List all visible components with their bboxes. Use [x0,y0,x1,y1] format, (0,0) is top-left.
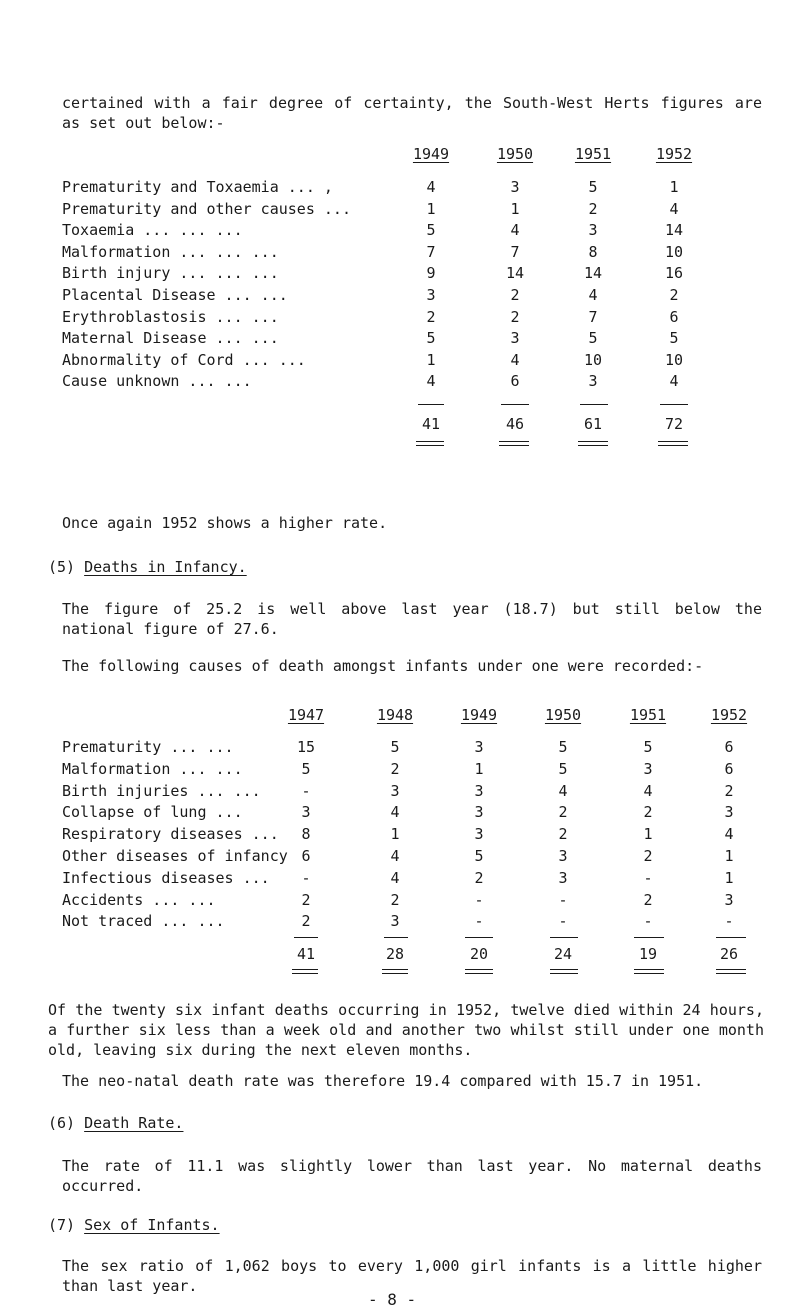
table1-total: 61 [583,415,603,433]
table2-cell: 4 [558,781,568,800]
table2-row-label: Respiratory diseases ... [62,825,279,844]
table1-total-rule [499,441,529,446]
table2-cell: 3 [474,825,484,844]
table2-total: 20 [469,945,489,963]
table2-total-rule [382,969,408,974]
page-number: - 8 - [368,1290,417,1309]
table2-cell: 3 [474,803,484,822]
table1-sum-rule [418,404,444,405]
table1-total-rule [658,441,688,446]
table1-cell: 4 [588,286,598,304]
table1-row-label: Abnormality of Cord ... ... [62,350,306,369]
table2-cell: 5 [474,847,484,865]
table2-cell: 6 [724,759,734,778]
table2-cell: 2 [558,825,568,844]
death-rate-paragraph: The rate of 11.1 was slightly lower than last year. No maternal deaths occurred. [62,1157,762,1195]
table1-row-label: Malformation ... ... ... [62,242,279,261]
table1-total: 46 [505,415,525,433]
table1-cell: 14 [664,221,684,240]
table2-row-label: Malformation ... ... [62,759,243,778]
table1-cell: 7 [426,242,436,261]
table1-sum-rule [501,404,529,405]
table2-sum-rule [634,937,664,938]
table2-cell: 6 [301,847,311,865]
table1-cell: 3 [426,286,436,304]
section-5-number: (5) [48,558,76,576]
table1-cell: 3 [588,221,598,240]
table1-sum-rule [580,404,608,405]
table1-cell: 10 [664,350,684,369]
table1-year-header: 1950 [496,145,534,163]
table2-row-label: Not traced ... ... [62,912,225,931]
table1-cell: 4 [510,221,520,240]
table1-cell: 4 [669,199,679,218]
table2-cell: 1 [724,847,734,865]
section-7-title: Sex of Infants. [84,1216,220,1234]
table1-cell: 8 [588,242,598,261]
table1-cell: 5 [588,178,598,196]
table1-year-header: 1951 [574,145,612,163]
table1-cell: 7 [510,242,520,261]
table2-cell: 2 [474,868,484,887]
table2-year-header: 1951 [629,706,667,724]
neonatal-rate-paragraph: The neo-natal death rate was therefore 19.4 compared with 15.7 in 1951. [62,1072,704,1090]
table2-total: 24 [553,945,573,963]
table2-cell: 4 [643,781,653,800]
table1-cell: 16 [664,264,684,283]
table2-cell: 2 [724,781,734,800]
table1-cell: 3 [510,329,520,348]
table2-row-label: Prematurity ... ... [62,738,234,756]
table2-row-label: Birth injuries ... ... [62,781,261,800]
section-5-title: Deaths in Infancy. [84,558,247,576]
table2-sum-rule [716,937,746,938]
table1-cell: 4 [669,372,679,391]
table1-cell: 14 [583,264,603,283]
table1-cell: 10 [664,242,684,261]
table1-total: 41 [421,415,441,433]
table1-cell: 5 [588,329,598,348]
table2-cell: 5 [558,759,568,778]
table2-total-rule [716,969,746,974]
section-7-number: (7) [48,1216,76,1234]
table1-cell: 5 [669,329,679,348]
table2-total-rule [465,969,493,974]
table2-cell: - [474,912,484,931]
section-6-title: Death Rate. [84,1114,184,1132]
table2-cell: - [301,868,311,887]
table2-row-label: Collapse of lung ... [62,803,243,822]
table1-row-label: Toxaemia ... ... ... [62,221,243,240]
table2-cell: 2 [301,890,311,909]
table1-cell: 7 [588,307,598,326]
table2-cell: 2 [390,759,400,778]
table2-cell: 1 [724,868,734,887]
table2-cell: - [643,912,653,931]
table2-cell: 3 [643,759,653,778]
table1-total: 72 [664,415,684,433]
table1-cell: 14 [505,264,525,283]
table2-cell: 4 [724,825,734,844]
table2-cell: 2 [558,803,568,822]
table2-cell: - [558,890,568,909]
table2-cell: 6 [724,738,734,756]
table1-cell: 5 [426,221,436,240]
section-6-number: (6) [48,1114,76,1132]
table2-row-label: Infectious diseases ... [62,868,270,887]
table2-cell: - [474,890,484,909]
table2-cell: 5 [643,738,653,756]
table2-total: 19 [638,945,658,963]
table2-year-header: 1950 [544,706,582,724]
table1-cell: 10 [583,350,603,369]
table1-total-rule [416,441,444,446]
table2-cell: - [301,781,311,800]
table2-cell: - [558,912,568,931]
table2-year-header: 1952 [710,706,748,724]
table1-cell: 1 [426,350,436,369]
table1-cell: 6 [669,307,679,326]
section-7-heading [48,1216,220,1234]
table2-row-label: Accidents ... ... [62,890,216,909]
table2-cell: 8 [301,825,311,844]
table2-cell: 3 [558,868,568,887]
table2-cell: 2 [301,912,311,931]
table2-cell: 3 [474,781,484,800]
table2-total: 26 [719,945,739,963]
table2-year-header: 1949 [460,706,498,724]
table1-cell: 2 [510,286,520,304]
table2-cell: 5 [301,759,311,778]
table2-cell: 5 [390,738,400,756]
table2-cell: 1 [643,825,653,844]
table1-row-label: Erythroblastosis ... ... [62,307,279,326]
table2-sum-rule [465,937,493,938]
table1-cell: 6 [510,372,520,391]
table1-row-label: Prematurity and Toxaemia ... , [62,178,333,196]
table2-cell: - [643,868,653,887]
section-5-heading [48,558,247,576]
national-figure-paragraph: The figure of 25.2 is well above last year (18.7) but still below the national figure of 27.6. [62,600,762,638]
sex-ratio-paragraph: The sex ratio of 1,062 boys to every 1,000 girl infants is a little higher than last year. [62,1257,762,1295]
table2-cell: 3 [724,890,734,909]
table1-row-label: Placental Disease ... ... [62,286,288,304]
table1-sum-rule [660,404,688,405]
section-6-heading [48,1114,183,1132]
table1-cell: 2 [669,286,679,304]
table1-year-header: 1952 [655,145,693,163]
table2-cell: 15 [296,738,316,756]
table2-year-header: 1948 [376,706,414,724]
table2-sum-rule [294,937,318,938]
table1-cell: 2 [426,307,436,326]
table1-cell: 4 [426,178,436,196]
table2-cell: 3 [558,847,568,865]
table2-cell: 3 [390,912,400,931]
twenty-six-deaths-paragraph: Of the twenty six infant deaths occurring in 1952, twelve died within 24 hours, a further six less than a week old and another two whilst still under one month old, leaving six during the next eleven months. [48,1001,764,1059]
table2-cell: 2 [643,803,653,822]
table1-cell: 2 [588,199,598,218]
table2-cell: 4 [390,803,400,822]
table2-sum-rule [550,937,578,938]
table1-cell: 1 [426,199,436,218]
table2-cell: 5 [558,738,568,756]
table2-cell: 3 [474,738,484,756]
table1-cell: 2 [510,307,520,326]
table1-cell: 1 [510,199,520,218]
intro-paragraph: certained with a fair degree of certainty, the South-West Herts figures are as set out below:- [62,94,762,132]
table1-year-header: 1949 [412,145,450,163]
table2-cell: 2 [390,890,400,909]
table2-cell: 1 [474,759,484,778]
table2-row-label: Other diseases of infancy [62,847,288,865]
table2-total: 28 [385,945,405,963]
table2-cell: 1 [390,825,400,844]
table2-cell: 2 [643,847,653,865]
table2-total-rule [292,969,318,974]
table1-cell: 5 [426,329,436,348]
table1-row-label: Birth injury ... ... ... [62,264,279,283]
table1-cell: 3 [510,178,520,196]
table2-cell: 2 [643,890,653,909]
table1-row-label: Cause unknown ... ... [62,372,252,391]
table2-cell: 3 [724,803,734,822]
table2-cell: 3 [301,803,311,822]
table1-cell: 3 [588,372,598,391]
table1-row-label: Prematurity and other causes ... [62,199,351,218]
table2-total-rule [634,969,664,974]
table2-year-header: 1947 [287,706,325,724]
table2-sum-rule [384,937,408,938]
table2-cell: 4 [390,868,400,887]
table1-total-rule [578,441,608,446]
table2-cell: 4 [390,847,400,865]
causes-intro-paragraph: The following causes of death amongst infants under one were recorded:- [62,657,704,675]
table1-cell: 4 [426,372,436,391]
table2-total-rule [550,969,578,974]
table1-row-label: Maternal Disease ... ... [62,329,279,348]
table2-cell: 3 [390,781,400,800]
table2-cell: - [724,912,734,931]
once-again-paragraph: Once again 1952 shows a higher rate. [62,514,388,532]
table2-total: 41 [296,945,316,963]
table1-cell: 4 [510,350,520,369]
table1-cell: 9 [426,264,436,283]
table1-cell: 1 [669,178,679,196]
